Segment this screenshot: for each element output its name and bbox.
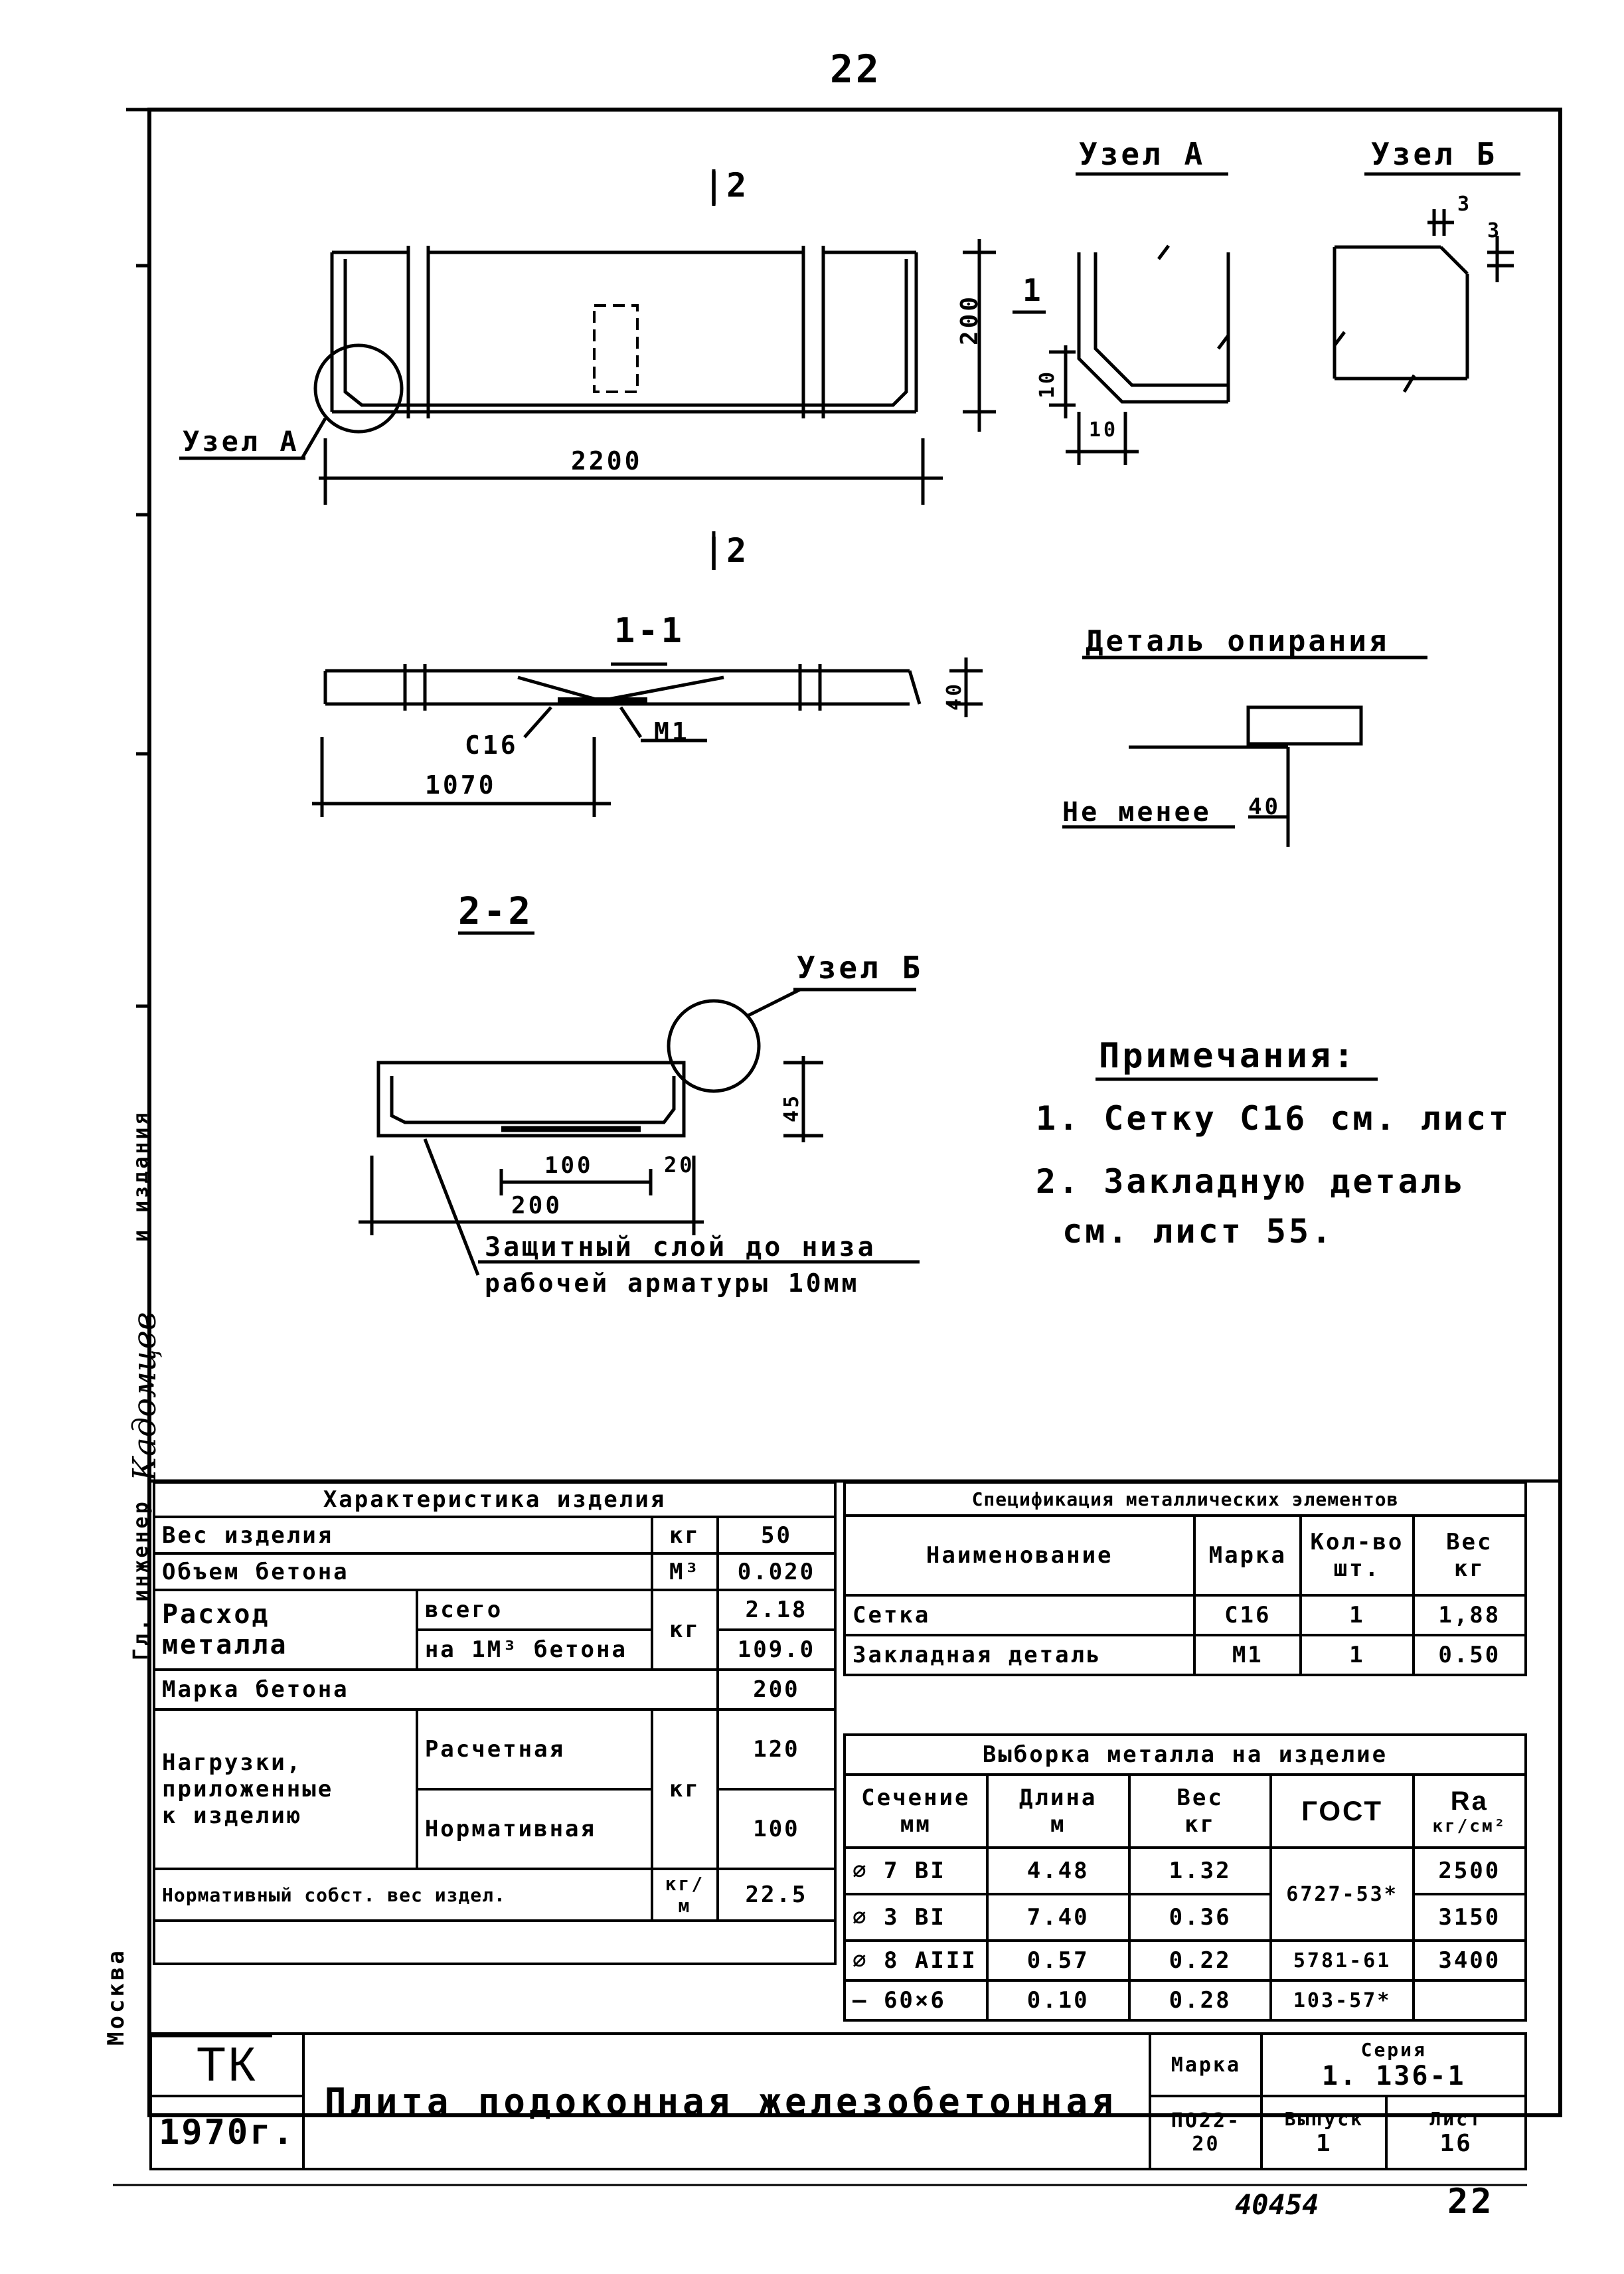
spec-row-weight: 0.50 bbox=[1414, 1635, 1526, 1675]
dim-100: 100 bbox=[544, 1152, 594, 1179]
samp-row-weight: 0.22 bbox=[1129, 1941, 1271, 1980]
title-series-label: Серия bbox=[1360, 2038, 1427, 2061]
grade-value: 200 bbox=[718, 1670, 835, 1709]
metal-per-label: на 1М³ бетона bbox=[417, 1630, 652, 1670]
margin-city: Москва bbox=[103, 1948, 129, 2046]
title-sheet bbox=[1386, 2096, 1526, 2169]
protective-layer-line-1: Защитный слой до низа bbox=[485, 1232, 876, 1263]
title-sheet-value: 16 bbox=[1439, 2130, 1473, 2157]
samp-gost-merged: 6727-53* bbox=[1271, 1848, 1413, 1941]
own-weight-unit: кг/м bbox=[652, 1869, 718, 1921]
samp-col-section-line-1: Сечение bbox=[861, 1785, 971, 1811]
weight-unit: кг bbox=[652, 1517, 718, 1553]
samp-row-length: 4.48 bbox=[987, 1848, 1129, 1894]
section-1-1 bbox=[312, 657, 983, 817]
title-year: 1970г. bbox=[151, 2096, 303, 2169]
metal-total-value: 2.18 bbox=[718, 1590, 835, 1630]
load-label-line-3: к изделию bbox=[162, 1802, 303, 1829]
spec-row-weight: 1,88 bbox=[1414, 1595, 1526, 1635]
weight-value: 50 bbox=[718, 1517, 835, 1553]
elevation-view bbox=[179, 169, 996, 568]
concrete-label: Объем бетона bbox=[154, 1553, 652, 1590]
footer-sheet-number: 22 bbox=[1447, 2182, 1495, 2222]
own-weight-label: Нормативный собст. вес издел. bbox=[154, 1869, 652, 1921]
empty-row bbox=[154, 1921, 835, 1964]
metal-unit: кг bbox=[652, 1590, 718, 1670]
node-a-dim-2: 10 bbox=[1089, 418, 1119, 442]
node-a-dim-1: 10 bbox=[1036, 369, 1059, 398]
samp-col-length-line-2: м bbox=[1050, 1811, 1066, 1838]
samp-row-section: ∅ 3 ВI bbox=[845, 1894, 987, 1941]
samp-row bbox=[845, 1848, 1526, 1894]
own-weight-value: 22.5 bbox=[718, 1869, 835, 1921]
dim-half: 1070 bbox=[425, 770, 497, 800]
samp-row-section: – 60×6 bbox=[845, 1980, 987, 2020]
specification-table bbox=[843, 1481, 1527, 1676]
samp-row-weight: 0.36 bbox=[1129, 1894, 1271, 1941]
spec-col-qty-line-2: шт. bbox=[1333, 1555, 1381, 1582]
title-text: Плита подоконная железобетонная bbox=[303, 2034, 1151, 2169]
samp-col-length-line-1: Длина bbox=[1019, 1785, 1097, 1811]
concrete-unit: М³ bbox=[652, 1553, 718, 1590]
samp-row-length: 0.57 bbox=[987, 1941, 1129, 1980]
section-2-2-title: 2-2 bbox=[458, 890, 534, 933]
samp-row bbox=[845, 1980, 1526, 2020]
dim-length: 2200 bbox=[571, 446, 643, 476]
samp-col-weight-line-2: кг bbox=[1184, 1811, 1216, 1838]
spec-row-mark: С16 bbox=[1194, 1595, 1301, 1635]
title-issue-value: 1 bbox=[1316, 2130, 1333, 2157]
load-calc-label: Расчетная bbox=[417, 1709, 652, 1789]
samp-row-ra: 3400 bbox=[1414, 1941, 1526, 1980]
section-1-label: 1 bbox=[1022, 272, 1044, 308]
dim-height: 200 bbox=[956, 294, 983, 345]
spec-col-weight bbox=[1414, 1516, 1526, 1595]
support-min-label: Не менее bbox=[1062, 797, 1212, 828]
concrete-value: 0.020 bbox=[718, 1553, 835, 1590]
node-b-callout: Узел Б bbox=[797, 950, 924, 986]
node-a-detail bbox=[1013, 174, 1228, 465]
support-detail-title: Деталь опирания bbox=[1086, 624, 1390, 658]
node-a-circle bbox=[315, 345, 402, 432]
embed-label: М1 bbox=[654, 717, 690, 746]
node-a-title: Узел А bbox=[1079, 136, 1206, 172]
samp-col-ra-line-2: кг/см² bbox=[1432, 1816, 1507, 1836]
grade-label: Марка бетона bbox=[154, 1670, 718, 1709]
footer-inventory: 40454 bbox=[1235, 2188, 1319, 2221]
margin-text-edition: и издания bbox=[129, 1110, 153, 1242]
samp-col-ra-line-1: Ra bbox=[1450, 1786, 1489, 1816]
sampling-table bbox=[843, 1733, 1527, 2022]
spec-row-mark: М1 bbox=[1194, 1635, 1301, 1675]
spec-col-qty bbox=[1301, 1516, 1413, 1595]
note-item-3: см. лист 55. bbox=[1062, 1212, 1335, 1251]
samp-col-weight bbox=[1129, 1775, 1271, 1848]
protective-layer-line-2: рабочей арматуры 10мм bbox=[485, 1268, 860, 1298]
node-b-detail bbox=[1335, 174, 1520, 392]
node-b-dim-1: 3 bbox=[1457, 193, 1473, 216]
samp-row-length: 7.40 bbox=[987, 1894, 1129, 1941]
samp-col-section-line-2: мм bbox=[900, 1811, 932, 1838]
samp-col-gost: ГОСТ bbox=[1271, 1775, 1413, 1848]
samp-row bbox=[845, 1894, 1526, 1941]
metal-per-value: 109.0 bbox=[718, 1630, 835, 1670]
mesh-label: С16 bbox=[465, 731, 519, 760]
title-issue bbox=[1261, 2096, 1386, 2169]
title-series-value: 1. 136-1 bbox=[1321, 2060, 1466, 2091]
load-label-line-1: Нагрузки, bbox=[162, 1749, 303, 1776]
spec-row bbox=[845, 1595, 1526, 1635]
load-label bbox=[154, 1709, 417, 1869]
node-b-circle bbox=[669, 1001, 759, 1091]
spec-row-qty: 1 bbox=[1301, 1635, 1413, 1675]
samp-col-length bbox=[987, 1775, 1129, 1848]
spec-col-mark: Марка bbox=[1194, 1516, 1301, 1595]
title-block bbox=[149, 2032, 1527, 2170]
notes-title: Примечания: bbox=[1099, 1036, 1357, 1076]
sampling-header: Выборка металла на изделие bbox=[845, 1735, 1526, 1775]
samp-col-ra bbox=[1414, 1775, 1526, 1848]
node-b-dim-2: 3 bbox=[1487, 219, 1502, 242]
load-norm-label: Нормативная bbox=[417, 1789, 652, 1869]
section-1-1-height: 40 bbox=[943, 681, 966, 711]
load-norm-value: 100 bbox=[718, 1789, 835, 1869]
samp-row-ra bbox=[1414, 1980, 1526, 2020]
metal-label-line-1: Расход bbox=[162, 1599, 270, 1630]
samp-row-section: ∅ 7 ВI bbox=[845, 1848, 987, 1894]
support-min-value: 40 bbox=[1248, 794, 1281, 820]
spec-col-name: Наименование bbox=[845, 1516, 1194, 1595]
spec-row bbox=[845, 1635, 1526, 1675]
samp-col-weight-line-1: Вес bbox=[1177, 1785, 1224, 1811]
title-series bbox=[1261, 2034, 1526, 2096]
section-1-1-title: 1-1 bbox=[614, 611, 685, 651]
dim-200: 200 bbox=[511, 1192, 563, 1219]
metal-label bbox=[154, 1590, 417, 1670]
samp-row-weight: 1.32 bbox=[1129, 1848, 1271, 1894]
samp-row-ra: 2500 bbox=[1414, 1848, 1526, 1894]
node-b-title: Узел Б bbox=[1371, 136, 1498, 172]
section-mark-top: |2 bbox=[704, 166, 750, 205]
dim-45: 45 bbox=[780, 1093, 803, 1122]
spec-row-name: Закладная деталь bbox=[845, 1635, 1194, 1675]
margin-text-engineer: Гл. инженер bbox=[129, 1499, 153, 1660]
title-mark-label: Марка bbox=[1150, 2034, 1261, 2096]
spec-row-name: Сетка bbox=[845, 1595, 1194, 1635]
samp-row-length: 0.10 bbox=[987, 1980, 1129, 2020]
samp-row-gost: 103-57* bbox=[1271, 1980, 1413, 2020]
specification-header: Спецификация металлических элементов bbox=[845, 1482, 1526, 1516]
spec-col-weight-line-2: кг bbox=[1453, 1555, 1485, 1582]
metal-label-line-2: металла bbox=[162, 1630, 288, 1660]
samp-row-gost: 5781-61 bbox=[1271, 1941, 1413, 1980]
node-a-callout: Узел А bbox=[183, 425, 299, 458]
load-unit: кг bbox=[652, 1709, 718, 1869]
page-number: 22 bbox=[830, 46, 882, 92]
weight-label: Вес изделия bbox=[154, 1517, 652, 1553]
spec-col-qty-line-1: Кол-во bbox=[1310, 1529, 1404, 1555]
metal-total-label: всего bbox=[417, 1590, 652, 1630]
title-issue-label: Выпуск bbox=[1284, 2108, 1364, 2130]
samp-row bbox=[845, 1941, 1526, 1980]
title-org: ТК bbox=[151, 2034, 303, 2096]
spec-row-qty: 1 bbox=[1301, 1595, 1413, 1635]
samp-row-weight: 0.28 bbox=[1129, 1980, 1271, 2020]
samp-row-section: ∅ 8 АIII bbox=[845, 1941, 987, 1980]
title-mark-value: ПО22-20 bbox=[1150, 2096, 1261, 2169]
note-item-2: 2. Закладную деталь bbox=[1036, 1162, 1466, 1201]
samp-col-section bbox=[845, 1775, 987, 1848]
margin-signature: Кадомцев bbox=[126, 1312, 163, 1481]
section-mark-bottom: |2 bbox=[704, 531, 750, 570]
dim-20: 20 bbox=[664, 1152, 695, 1178]
title-sheet-label: Лист bbox=[1429, 2108, 1483, 2130]
spec-col-weight-line-1: Вес bbox=[1446, 1529, 1493, 1555]
load-label-line-2: приложенные bbox=[162, 1776, 334, 1802]
characteristics-table bbox=[153, 1481, 837, 1965]
samp-row-ra: 3150 bbox=[1414, 1894, 1526, 1941]
load-calc-value: 120 bbox=[718, 1709, 835, 1789]
characteristics-header: Характеристика изделия bbox=[154, 1482, 835, 1517]
note-item-1: 1. Сетку С16 см. лист bbox=[1036, 1099, 1512, 1138]
